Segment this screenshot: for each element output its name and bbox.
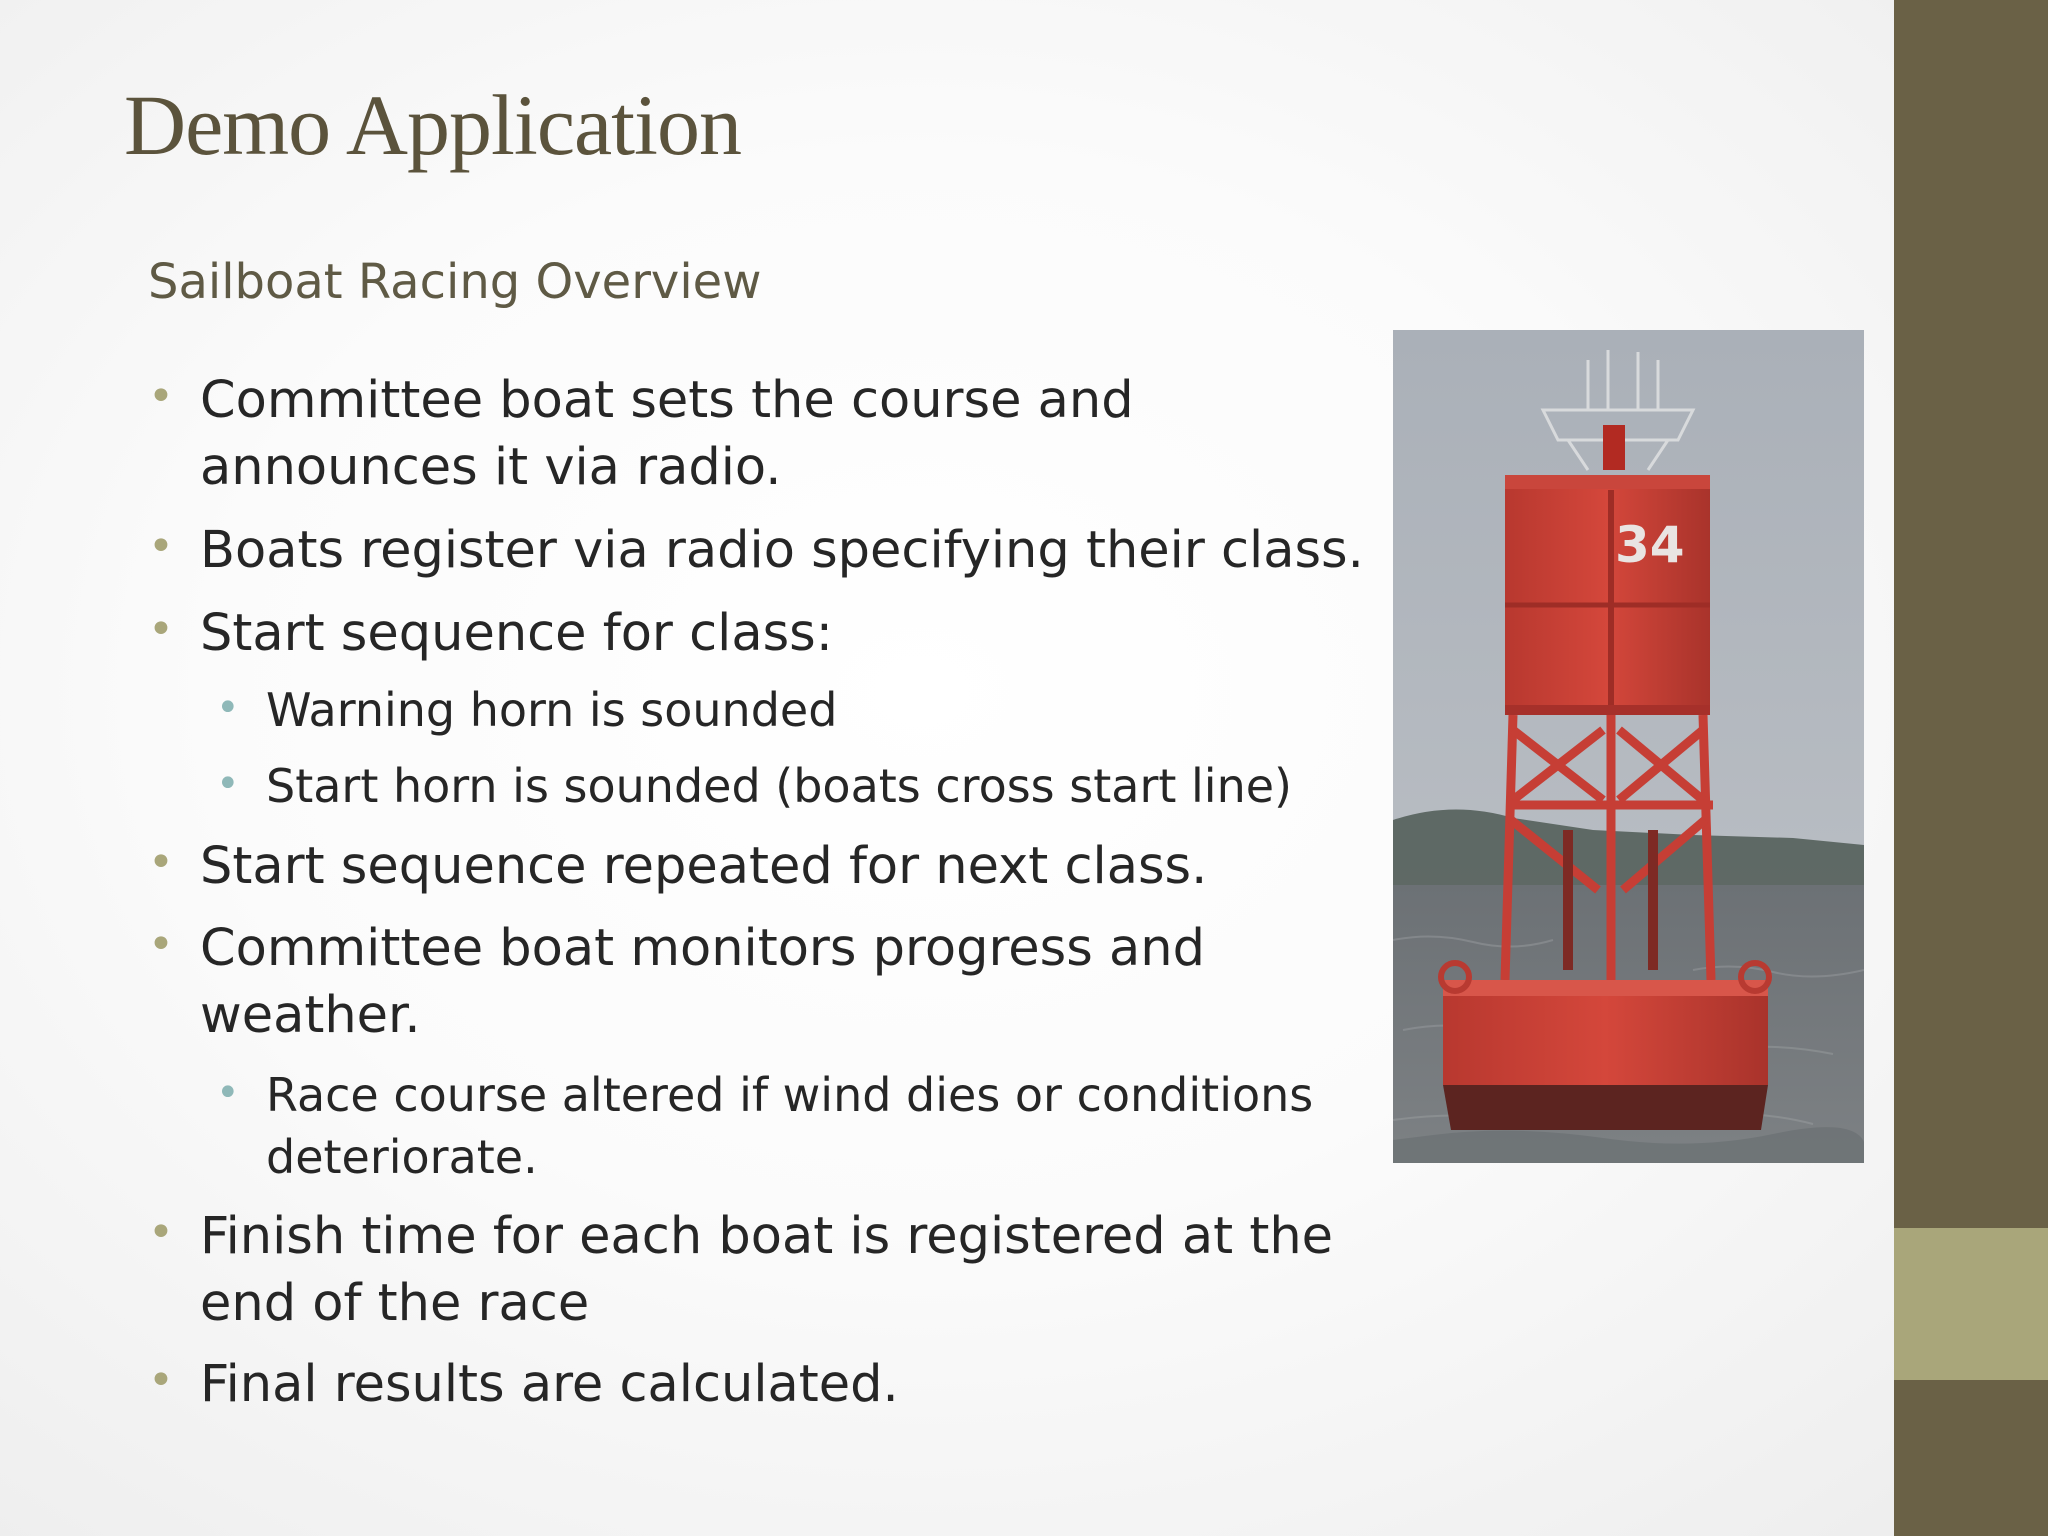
bullet-item [148,1203,1400,1337]
bullet-dot-icon: • [148,1355,174,1406]
bullet-text: Start horn is sounded (boats cross start line) [266,759,1292,813]
bullet-dot-icon: • [148,1207,174,1258]
bullet-dot-icon: • [148,919,174,970]
bullet-text: Final results are calculated. [200,1355,899,1414]
bullet-dot-icon: • [148,604,174,655]
bullet-text: Committee boat monitors progress and weather. [200,919,1205,1045]
bullet-dot-icon: • [148,371,174,422]
bullet-text: Committee boat sets the course and announces it via radio. [200,371,1134,497]
buoy-waterline [1443,1085,1768,1130]
sub-bullet-item [216,679,1466,741]
bullet-item [148,1351,1400,1418]
bullet-item [148,367,1400,501]
sub-bullet-item [216,1064,1466,1188]
bullet-item [148,833,1400,900]
bullet-dot-icon: • [216,1070,240,1116]
buoy-number: 34 [1615,516,1685,574]
bullet-dot-icon: • [148,837,174,888]
buoy-light [1603,425,1625,470]
bullet-item [148,915,1400,1049]
red-buoy-image [1393,330,1864,1163]
bullet-text: Boats register via radio specifying their class. [200,521,1364,580]
bullet-text: Finish time for each boat is registered at the end of the race [200,1207,1334,1333]
bullet-text: Start sequence repeated for next class. [200,837,1208,896]
slide-title: Demo Application [124,77,741,173]
bullet-dot-icon: • [216,761,240,807]
bullet-text: Warning horn is sounded [266,683,838,737]
sub-bullet-item [216,755,1466,817]
bullet-item [148,517,1400,584]
buoy-upper-body [1505,475,1710,705]
side-accent-block [1894,1228,2048,1380]
bullet-dot-icon: • [216,685,240,731]
buoy-photo [1393,330,1864,1163]
bullet-dot-icon: • [148,521,174,572]
bullet-text: Start sequence for class: [200,604,833,663]
slide-subtitle: Sailboat Racing Overview [148,254,762,310]
bullet-text: Race course altered if wind dies or conditions deteriorate. [266,1068,1314,1184]
bullet-item [148,600,1400,667]
